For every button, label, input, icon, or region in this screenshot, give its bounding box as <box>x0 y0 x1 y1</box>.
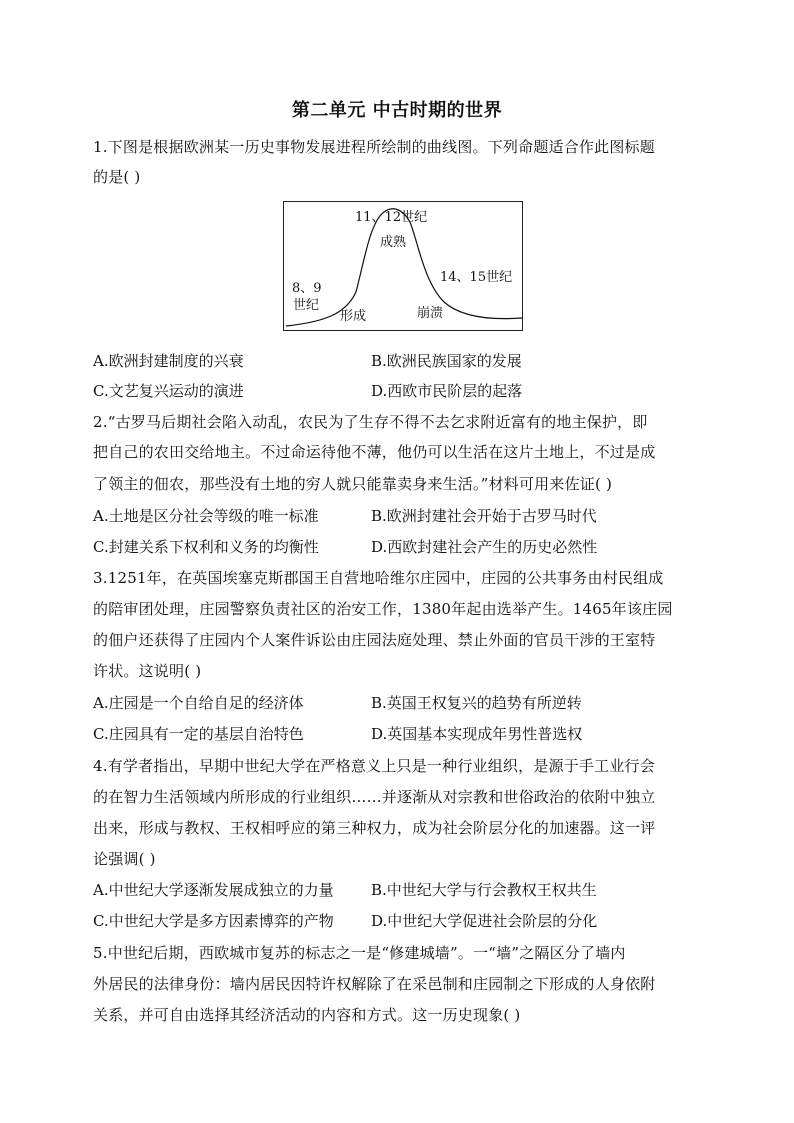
q4-option-c[interactable]: C.中世纪大学是多方因素博弈的产物 <box>93 912 334 930</box>
label-collapse: 崩溃 <box>417 306 444 321</box>
label-formation: 形成 <box>340 309 367 324</box>
q3-stem-line-4: 许状。这说明( ) <box>93 662 202 680</box>
q1-option-b[interactable]: B.欧洲民族国家的发展 <box>371 352 522 370</box>
q3-option-a[interactable]: A.庄园是一个自给自足的经济体 <box>93 694 304 712</box>
q2-stem-line-2: 把自己的农田交给地主。不过命运待他不薄，他仍可以生活在这片土地上，不过是成 <box>93 443 656 461</box>
q3-stem-line-3: 的佃户还获得了庄园内个人案件诉讼由庄园法庭处理、禁止外面的官员干涉的王室特 <box>93 631 656 649</box>
q4-option-a[interactable]: A.中世纪大学逐渐发展成独立的力量 <box>93 881 334 899</box>
q3-option-d[interactable]: D.英国基本实现成年男性普选权 <box>371 725 583 743</box>
q5-stem-line-3: 关系，并可自由选择其经济活动的内容和方式。这一历史现象( ) <box>93 1006 521 1024</box>
label-8-9-line-1: 8、9 <box>292 281 322 296</box>
label-mature: 成熟 <box>380 235 407 250</box>
label-14-15-century: 14、15世纪 <box>440 270 513 285</box>
q4-stem-line-4: 论强调( ) <box>93 850 156 868</box>
q1-stem-line-2: 的是( ) <box>93 168 141 186</box>
q3-stem-line-1: 3.1251年，在英国埃塞克斯郡国王自营地哈维尔庄园中，庄园的公共事务由村民组成 <box>93 569 664 587</box>
q1-stem-line-1: 1.下图是根据欧洲某一历史事物发展进程所绘制的曲线图。下列命题适合作此图标题 <box>93 138 655 156</box>
q3-stem-line-2: 的陪审团处理，庄园警察负责社区的治安工作，1380年起由选举产生。1465年该庄园 <box>93 600 673 618</box>
q2-option-d[interactable]: D.西欧封建社会产生的历史必然性 <box>371 538 598 556</box>
q3-option-b[interactable]: B.英国王权复兴的趋势有所逆转 <box>371 694 582 712</box>
q2-stem-line-3: 了领主的佃农，那些没有土地的穷人就只能靠卖身来生活。”材料可用来佐证( ) <box>93 475 613 493</box>
q5-stem-line-2: 外居民的法律身份：墙内居民因特许权解除了在采邑制和庄园制之下形成的人身依附 <box>93 975 656 993</box>
q2-option-a[interactable]: A.土地是区分社会等级的唯一标准 <box>93 507 319 525</box>
q4-stem-line-1: 4.有学者指出，早期中世纪大学在严格意义上只是一种行业组织，是源于手工业行会 <box>93 757 655 775</box>
q1-curve-figure <box>283 201 523 331</box>
q4-stem-line-2: 的在智力生活领域内所形成的行业组织……并逐渐从对宗教和世俗政治的依附中独立 <box>93 788 656 806</box>
q4-option-d[interactable]: D.中世纪大学促进社会阶层的分化 <box>371 912 598 930</box>
q1-option-a[interactable]: A.欧洲封建制度的兴衰 <box>93 352 244 370</box>
q1-option-c[interactable]: C.文艺复兴运动的演进 <box>93 382 244 400</box>
q4-option-b[interactable]: B.中世纪大学与行会教权王权共生 <box>371 881 597 899</box>
q3-option-c[interactable]: C.庄园具有一定的基层自治特色 <box>93 725 304 743</box>
q4-stem-line-3: 出来，形成与教权、王权相呼应的第三种权力，成为社会阶层分化的加速器。这一评 <box>93 819 656 837</box>
q5-stem-line-1: 5.中世纪后期，西欧城市复苏的标志之一是“修建城墙”。一“墙”之隔区分了墙内 <box>93 944 626 962</box>
q2-stem-line-1: 2.“古罗马后期社会陷入动乱，农民为了生存不得不去乞求附近富有的地主保护，即 <box>93 413 648 431</box>
label-11-12-century: 11、12世纪 <box>355 210 428 225</box>
q1-option-d[interactable]: D.西欧市民阶层的起落 <box>371 382 523 400</box>
q2-option-c[interactable]: C.封建关系下权利和义务的均衡性 <box>93 538 319 556</box>
q2-option-b[interactable]: B.欧洲封建社会开始于古罗马时代 <box>371 507 597 525</box>
page-title: 第二单元 中古时期的世界 <box>291 100 503 121</box>
label-8-9-line-2: 世纪 <box>293 298 320 313</box>
